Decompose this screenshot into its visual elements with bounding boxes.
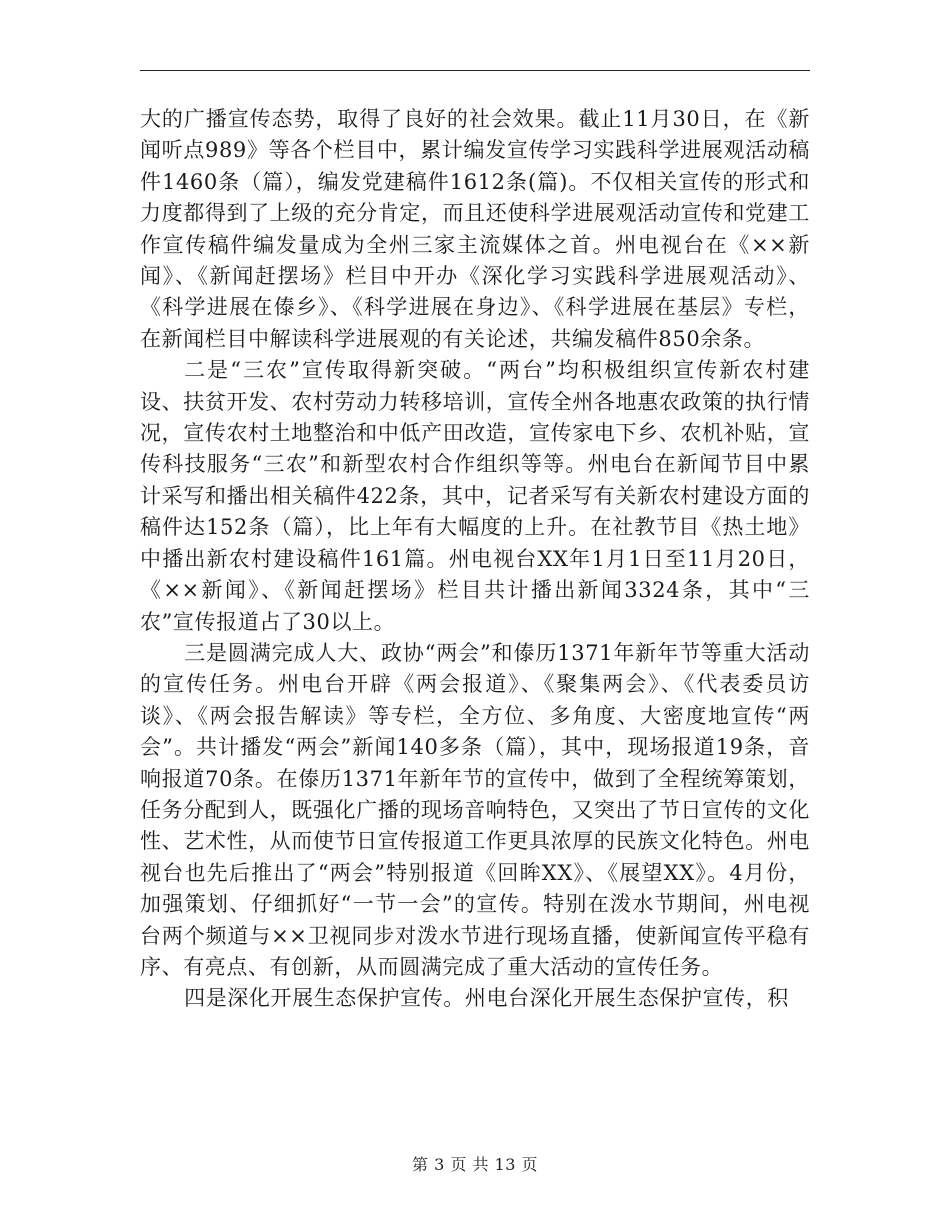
paragraph-2: 二是“三农”宣传取得新突破。“两台”均积极组织宣传新农村建设、扶贫开发、农村劳动力转移培训，宣传全州各地惠农政策的执行情况，宣传农村土地整治和中低产田改造，宣传家电下乡、农机补贴，宣传科技服务“三农”和新型农村合作组织等等。州电台在新闻节目中累计采写和播出相关稿件422条，其中，记者采写有关新农村建设方面的稿件达152条（篇），比上年有大幅度的上升。在社教节目《热土地》中播出新农村建设稿件161篇。州电视台XX年1月1日至11月20日，《××新闻》、《新闻赶摆场》栏目共计播出新闻3324条，其中“三农”宣传报道占了30以上。 (140, 358, 810, 634)
page-footer (0, 1152, 950, 1175)
paragraph-4: 四是深化开展生态保护宣传。州电台深化开展生态保护宣传，积 (184, 986, 789, 1011)
paragraph-3: 三是圆满完成人大、政协“两会”和傣历1371年新年节等重大活动的宣传任务。州电台开辟《两会报道》、《聚集两会》、《代表委员访谈》、《两会报告解读》等专栏，全方位、多角度、大密度地宣传“两会”。共计播发“两会”新闻140多条（篇），其中，现场报道19条，音响报道70条。在傣历1371年新年节的宣传中，做到了全程统筹策划，任务分配到人，既强化广播的现场音响特色，又突出了节日宣传的文化性、艺术性，从而使节日宣传报道工作更具浓厚的民族文化特色。州电视台也先后推出了“两会”特别报道《回眸XX》、《展望XX》。4月份，加强策划、仔细抓好“一节一会”的宣传。特别在泼水节期间，州电视台两个频道与××卫视同步对泼水节进行现场直播，使新闻宣传平稳有序、有亮点、有创新，从而圆满完成了重大活动的宣传任务。 (140, 640, 810, 979)
footer-label-after: 页 (521, 1155, 539, 1174)
footer-label-before: 第 (411, 1155, 429, 1174)
header-rule (140, 70, 810, 71)
footer-total-pages: 13 (494, 1155, 516, 1174)
footer-label-middle: 页 共 (450, 1155, 489, 1174)
footer-page-number: 3 (434, 1155, 445, 1174)
paragraph-1: 大的广播宣传态势，取得了良好的社会效果。截止11月30日，在《新闻听点989》等各个栏目中，累计编发宣传学习实践科学进展观活动稿件1460条（篇），编发党建稿件1612条(篇)。不仅相关宣传的形式和力度都得到了上级的充分肯定，而且还使科学进展观活动宣传和党建工作宣传稿件编发量成为全州三家主流媒体之首。州电视台在《××新闻》、《新闻赶摆场》栏目中开办《深化学习实践科学进展观活动》、《科学进展在傣乡》、《科学进展在身边》、《科学进展在基层》专栏，在新闻栏目中解读科学进展观的有关论述，共编发稿件850余条。 (140, 107, 810, 351)
document-body (140, 104, 810, 1015)
